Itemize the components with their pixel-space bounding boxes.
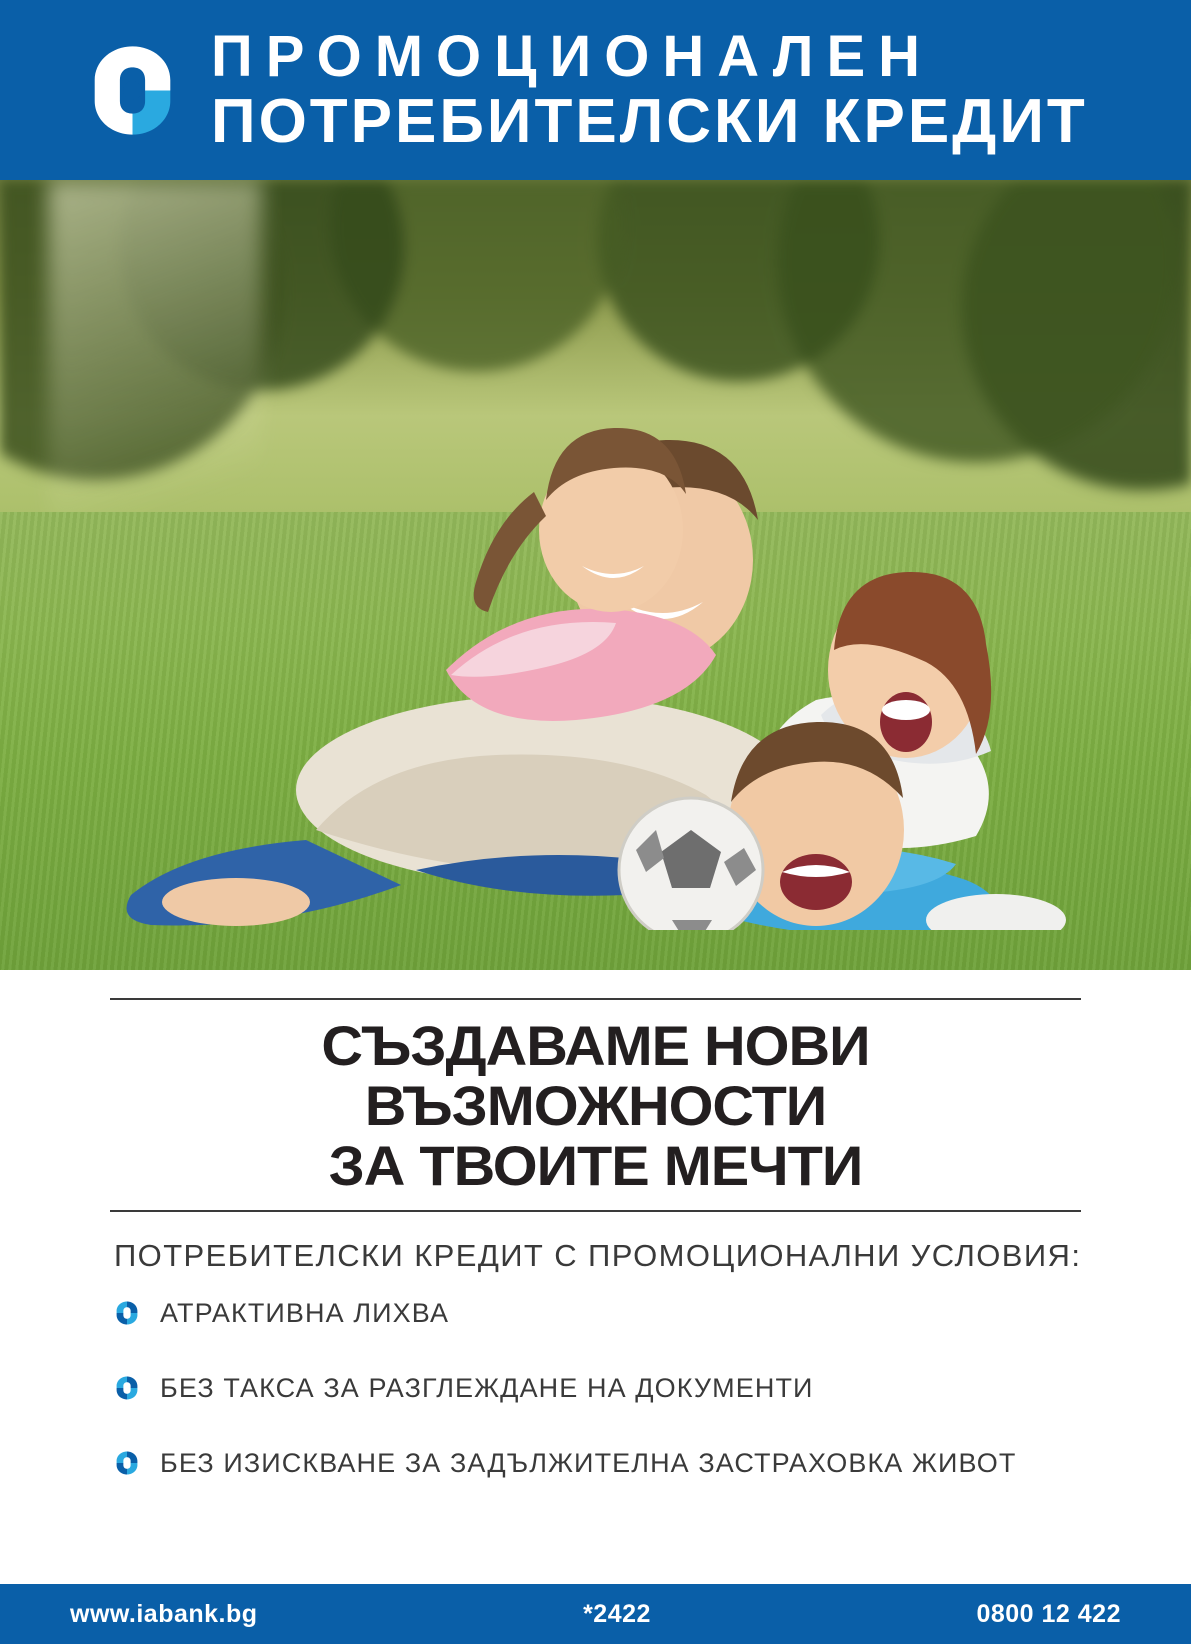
footer-phone[interactable]: 0800 12 422 — [976, 1599, 1121, 1628]
pinwheel-bullet-icon — [114, 1450, 140, 1476]
benefit-label: БЕЗ ИЗИСКВАНЕ ЗА ЗАДЪЛЖИТЕЛНА ЗАСТРАХОВКА ЖИВОТ — [160, 1447, 1017, 1478]
benefit-label: АТРАКТИВНА ЛИХВА — [160, 1297, 450, 1328]
poster-footer — [0, 1584, 1191, 1644]
pinwheel-bullet-icon — [114, 1300, 140, 1326]
ia-bank-pinwheel-logo-icon — [80, 38, 185, 143]
header-title-line1: ПРОМОЦИОНАЛЕН — [211, 23, 934, 89]
footer-website[interactable]: www.iabank.bg — [70, 1599, 258, 1628]
list-item — [114, 1298, 1081, 1329]
header-title-line2: ПОТРЕБИТЕЛСКИ КРЕДИТ — [211, 86, 1088, 156]
poster-body — [0, 970, 1191, 1584]
benefits-list — [110, 1292, 1081, 1523]
pinwheel-bullet-icon — [114, 1375, 140, 1401]
benefit-label: БЕЗ ТАКСА ЗА РАЗГЛЕЖДАНЕ НА ДОКУМЕНТИ — [160, 1372, 814, 1403]
bank-logo — [80, 38, 185, 143]
headline-line-2: ЗА ТВОИТЕ МЕЧТИ — [328, 1133, 863, 1197]
subheadline: ПОТРЕБИТЕЛСКИ КРЕДИТ С ПРОМОЦИОНАЛНИ УСЛОВИЯ: — [114, 1237, 1082, 1273]
family-illustration — [116, 230, 1076, 930]
page-title — [95, 1000, 1095, 1210]
hero-photo — [0, 180, 1191, 970]
footer-short-number[interactable]: *2422 — [583, 1599, 651, 1628]
list-item — [114, 1373, 1081, 1404]
headline-line-1: СЪЗДАВАМЕ НОВИ ВЪЗМОЖНОСТИ — [321, 1014, 870, 1137]
poster-header — [0, 0, 1191, 180]
header-title-block — [211, 23, 1088, 156]
list-item — [114, 1448, 1081, 1479]
